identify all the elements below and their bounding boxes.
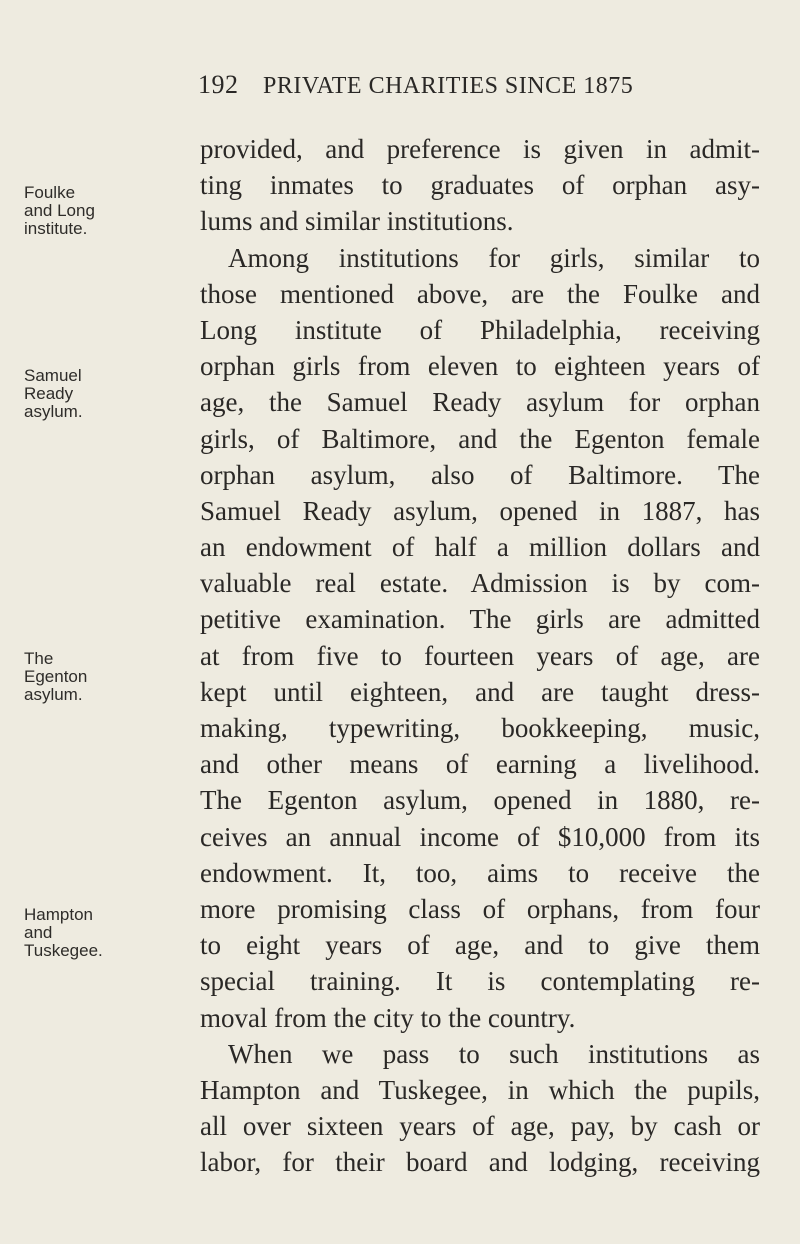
text-line: labor, for their board and lodging, receiving	[200, 1147, 760, 1178]
sidenote-line: The	[24, 649, 54, 668]
text-line: The Egenton asylum, opened in 1880, re-	[200, 785, 760, 816]
sidenote-line: Samuel	[24, 366, 82, 385]
sidenote-line: Hampton	[24, 905, 93, 924]
text-line: girls, of Baltimore, and the Egenton female	[200, 423, 760, 454]
sidenote-line: Ready	[24, 384, 74, 403]
text-line: at from five to fourteen years of age, are	[200, 640, 760, 671]
text-line: those mentioned above, are the Foulke and	[200, 278, 760, 309]
text-line: and other means of earning a livelihood.	[200, 749, 760, 780]
text-line: ting inmates to graduates of orphan asy-	[200, 170, 760, 201]
running-title: PRIVATE CHARITIES SINCE 1875	[263, 73, 634, 99]
text-line: orphan asylum, also of Baltimore. The	[200, 459, 760, 490]
text-line: endowment. It, too, aims to receive the	[200, 857, 760, 888]
text-line: Samuel Ready asylum, opened in 1887, has	[200, 495, 760, 526]
sidenote-line: asylum.	[24, 402, 83, 421]
text-line: special training. It is contemplating re-	[200, 966, 760, 997]
sidenote-line: asylum.	[24, 685, 83, 704]
text-line: ceives an annual income of $10,000 from its	[200, 821, 760, 852]
text-line: age, the Samuel Ready asylum for orphan	[200, 387, 760, 418]
text-line: all over sixteen years of age, pay, by cash or	[200, 1111, 760, 1142]
sidenote-hampton	[24, 906, 184, 960]
text-line: Long institute of Philadelphia, receiving	[200, 314, 760, 345]
text-line: petitive examination. The girls are admitted	[200, 604, 760, 635]
text-line: lums and similar institutions.	[200, 206, 514, 237]
text-line: making, typewriting, bookkeeping, music,	[200, 713, 760, 743]
text-line: provided, and preference is given in admit-	[200, 134, 760, 164]
page-number: 192	[198, 70, 239, 99]
text-line: more promising class of orphans, from four	[200, 893, 760, 924]
text-line: orphan girls from eleven to eighteen years of	[200, 351, 760, 382]
sidenote-samuel-ready	[24, 367, 184, 421]
sidenote-line: Egenton	[24, 667, 88, 686]
body-text	[200, 131, 760, 1180]
sidenote-line: and	[24, 923, 53, 942]
sidenote-foulke	[24, 184, 184, 238]
text-line: to eight years of age, and to give them	[200, 930, 760, 961]
sidenote-line: Tuskegee.	[24, 941, 103, 960]
text-line: valuable real estate. Admission is by com-	[200, 568, 760, 599]
text-line: moval from the city to the country.	[200, 1002, 576, 1033]
text-line: Hampton and Tuskegee, in which the pupils,	[200, 1074, 760, 1105]
text-line: kept until eighteen, and are taught dress-	[200, 676, 760, 707]
text-line: Among institutions for girls, similar to	[228, 242, 760, 273]
text-line: an endowment of half a million dollars and	[200, 532, 760, 563]
sidenote-line: institute.	[24, 219, 88, 238]
sidenote-line: and Long	[24, 201, 95, 220]
sidenote-line: Foulke	[24, 183, 76, 202]
running-head	[198, 70, 758, 100]
sidenote-egenton	[24, 650, 184, 704]
text-line: When we pass to such institutions as	[228, 1038, 760, 1069]
